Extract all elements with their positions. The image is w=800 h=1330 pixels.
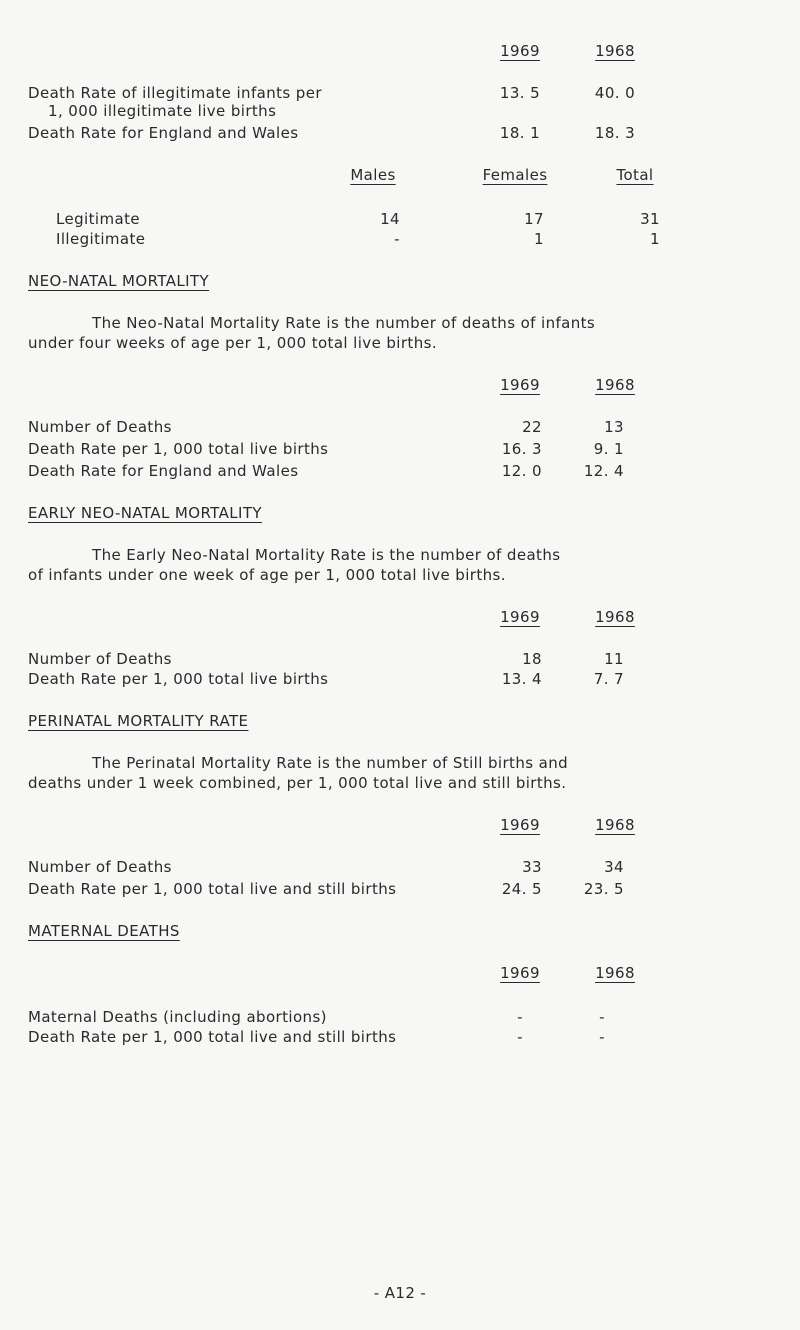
value-1968: 34 (604, 858, 624, 876)
row-label: Death Rate per 1, 000 total live births (28, 440, 329, 458)
value-1968: 9. 1 (593, 440, 624, 458)
section-heading-early-neo-natal: EARLY NEO-NATAL MORTALITY (28, 504, 262, 522)
value-1968: 7. 7 (593, 670, 624, 688)
row-label: Death Rate per 1, 000 total live births (28, 670, 329, 688)
paragraph-line: The Perinatal Mortality Rate is the number of Still births and (92, 754, 569, 772)
row-label: Death Rate for England and Wales (28, 124, 299, 142)
value-total: 31 (640, 210, 660, 228)
value-females: 1 (534, 230, 544, 248)
value-1969: 18 (522, 650, 542, 668)
value-1969: 18. 1 (499, 124, 541, 142)
row-label: Death Rate of illegitimate infants per (28, 84, 322, 102)
year-header-1969: 1969 (500, 376, 540, 394)
paragraph-line: of infants under one week of age per 1, 000 total live births. (28, 566, 506, 584)
row-label-continuation: 1, 000 illegitimate live births (48, 102, 277, 120)
paragraph-line: under four weeks of age per 1, 000 total live births. (28, 334, 437, 352)
value-1969: - (517, 1008, 523, 1026)
year-header-1968: 1968 (595, 42, 635, 60)
value-1968: - (599, 1028, 605, 1046)
row-label-legitimate: Legitimate (56, 210, 140, 228)
value-1968: 12. 4 (583, 462, 624, 480)
value-1969: 12. 0 (501, 462, 542, 480)
value-1968: - (599, 1008, 605, 1026)
header-total: Total (616, 166, 654, 184)
value-1968: 18. 3 (594, 124, 636, 142)
row-label: Number of Deaths (28, 650, 172, 668)
paragraph-line: deaths under 1 week combined, per 1, 000 total live and still births. (28, 774, 567, 792)
header-males: Males (350, 166, 396, 184)
value-1969: 13. 5 (499, 84, 541, 102)
section-heading-perinatal: PERINATAL MORTALITY RATE (28, 712, 249, 730)
header-females: Females (482, 166, 548, 184)
row-label: Number of Deaths (28, 858, 172, 876)
value-1969: 33 (522, 858, 542, 876)
row-label-illegitimate: Illegitimate (56, 230, 146, 248)
value-females: 17 (524, 210, 544, 228)
value-1968: 23. 5 (583, 880, 624, 898)
value-1969: - (517, 1028, 523, 1046)
page-number: - A12 - (373, 1284, 427, 1302)
year-header-1968: 1968 (595, 376, 635, 394)
value-1969: 24. 5 (501, 880, 542, 898)
row-label: Maternal Deaths (including abortions) (28, 1008, 327, 1026)
year-header-1969: 1969 (500, 42, 540, 60)
row-label: Death Rate for England and Wales (28, 462, 299, 480)
year-header-1969: 1969 (500, 816, 540, 834)
year-header-1969: 1969 (500, 608, 540, 626)
paragraph-line: The Neo-Natal Mortality Rate is the number of deaths of infants (92, 314, 596, 332)
row-label: Death Rate per 1, 000 total live and still births (28, 880, 397, 898)
value-1969: 13. 4 (501, 670, 542, 688)
value-total: 1 (650, 230, 660, 248)
year-header-1968: 1968 (595, 608, 635, 626)
paragraph-line: The Early Neo-Natal Mortality Rate is the number of deaths (92, 546, 561, 564)
year-header-1969: 1969 (500, 964, 540, 982)
value-1968: 11 (604, 650, 624, 668)
row-label: Number of Deaths (28, 418, 172, 436)
value-1969: 22 (522, 418, 542, 436)
year-header-1968: 1968 (595, 816, 635, 834)
section-heading-neo-natal: NEO-NATAL MORTALITY (28, 272, 210, 290)
row-label: Death Rate per 1, 000 total live and still births (28, 1028, 397, 1046)
value-1969: 16. 3 (501, 440, 542, 458)
year-header-1968: 1968 (595, 964, 635, 982)
value-1968: 40. 0 (594, 84, 636, 102)
section-heading-maternal: MATERNAL DEATHS (28, 922, 180, 940)
value-1968: 13 (604, 418, 624, 436)
value-males: - (394, 230, 400, 248)
value-males: 14 (380, 210, 400, 228)
